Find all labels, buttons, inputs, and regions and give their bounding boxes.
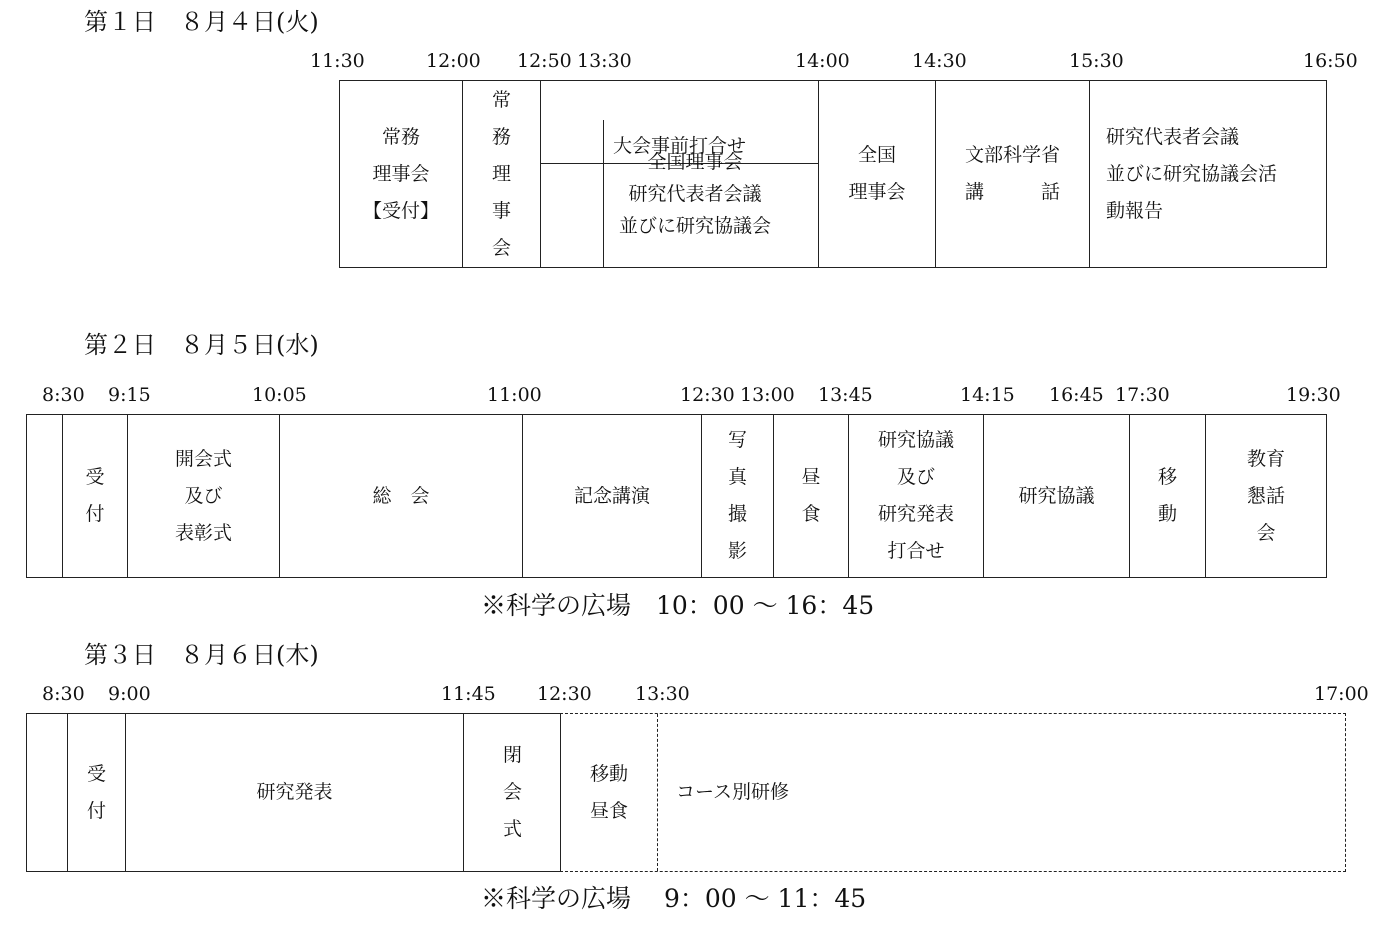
day3-cell-research-presentation: 研究発表	[125, 714, 463, 871]
day2-cell-photo: 写 真 撮 影	[701, 415, 773, 577]
day2-time: 14:15	[960, 384, 1015, 406]
day2-cell-research-prep: 研究協議 及び 研究発表 打合せ	[848, 415, 983, 577]
day3-cell-reception: 受 付	[67, 714, 125, 871]
day2-cell-reception: 受 付	[62, 415, 127, 577]
day3-cell-travel-lunch: 移動 昼食	[589, 762, 628, 822]
day1-title: 第１日 ８月４日(火)	[84, 8, 319, 36]
day2-cell-general-meeting: 総 会	[279, 415, 522, 577]
day3-time: 8:30	[42, 683, 85, 705]
day1-cell-board-reception: 常務 理事会 【受付】	[362, 125, 439, 222]
day1-time: 14:00	[795, 50, 850, 72]
day3-science-plaza-note: ※科学の広場 9：00 〜 11：45	[481, 884, 867, 913]
day3-time: 13:30	[635, 683, 690, 705]
day2-cell-lunch: 昼 食	[773, 415, 848, 577]
day1-cell-ministry-talk: 文部科学省 講 話	[935, 81, 1089, 267]
day3-title: 第３日 ８月６日(木)	[84, 641, 319, 669]
day2-science-plaza-note: ※科学の広場 10：00 〜 16：45	[481, 591, 875, 620]
day2-cell-research-discussion: 研究協議	[983, 415, 1129, 577]
day2-cell-keynote: 記念講演	[522, 415, 701, 577]
day1-pre-meeting-blank	[541, 120, 604, 267]
day2-cell-opening-ceremony: 開会式 及び 表彰式	[127, 415, 279, 577]
day1-time: 14:30	[912, 50, 967, 72]
day3-schedule-table	[26, 713, 560, 872]
day1-time: 12:00	[426, 50, 481, 72]
day2-time: 12:30	[680, 384, 735, 406]
day2-cell-travel: 移 動	[1129, 415, 1205, 577]
day1-time: 12:50	[517, 50, 572, 72]
day1-cell-board-meeting: 常 務 理 事 会	[462, 81, 540, 267]
day2-time: 9:15	[108, 384, 151, 406]
day1-cell-representatives-report: 研究代表者会議 並びに研究協議会活 動報告	[1089, 81, 1326, 267]
day2-time: 17:30	[1115, 384, 1170, 406]
day1-time: 16:50	[1303, 50, 1358, 72]
day1-time: 15:30	[1069, 50, 1124, 72]
day3-time: 9:00	[108, 683, 151, 705]
day1-pre-meeting-body: 全国理事会 研究代表者会議 並びに研究協議会	[619, 150, 772, 237]
day1-time: 11:30	[310, 50, 365, 72]
day2-time: 16:45	[1049, 384, 1104, 406]
day3-time: 17:00	[1314, 683, 1369, 705]
day3-cell-course-training: コース別研修	[657, 714, 1345, 871]
day3-time: 12:30	[537, 683, 592, 705]
day1-cell-pre-meeting	[540, 81, 818, 267]
day2-title: 第２日 ８月５日(水)	[84, 331, 319, 359]
day3-cell-closing-ceremony: 閉 会 式	[463, 714, 561, 871]
day3-dashed-region	[560, 713, 1346, 872]
day2-cell-blank	[27, 415, 62, 577]
day1-pre-meeting-header: 大会事前打合せ	[541, 125, 818, 164]
day2-schedule-table	[26, 414, 1327, 578]
day2-time: 8:30	[42, 384, 85, 406]
day1-time: 13:30	[577, 50, 632, 72]
day2-time: 11:00	[487, 384, 542, 406]
day2-time: 13:00	[740, 384, 795, 406]
day1-schedule-table	[339, 80, 1327, 268]
day2-time: 13:45	[818, 384, 873, 406]
day2-time: 19:30	[1286, 384, 1341, 406]
day2-time: 10:05	[252, 384, 307, 406]
day3-cell-blank	[27, 714, 67, 871]
day2-cell-education-talk: 教育 懇話 会	[1205, 415, 1326, 577]
day3-time: 11:45	[441, 683, 496, 705]
day1-cell-national-board: 全国 理事会	[818, 81, 935, 267]
